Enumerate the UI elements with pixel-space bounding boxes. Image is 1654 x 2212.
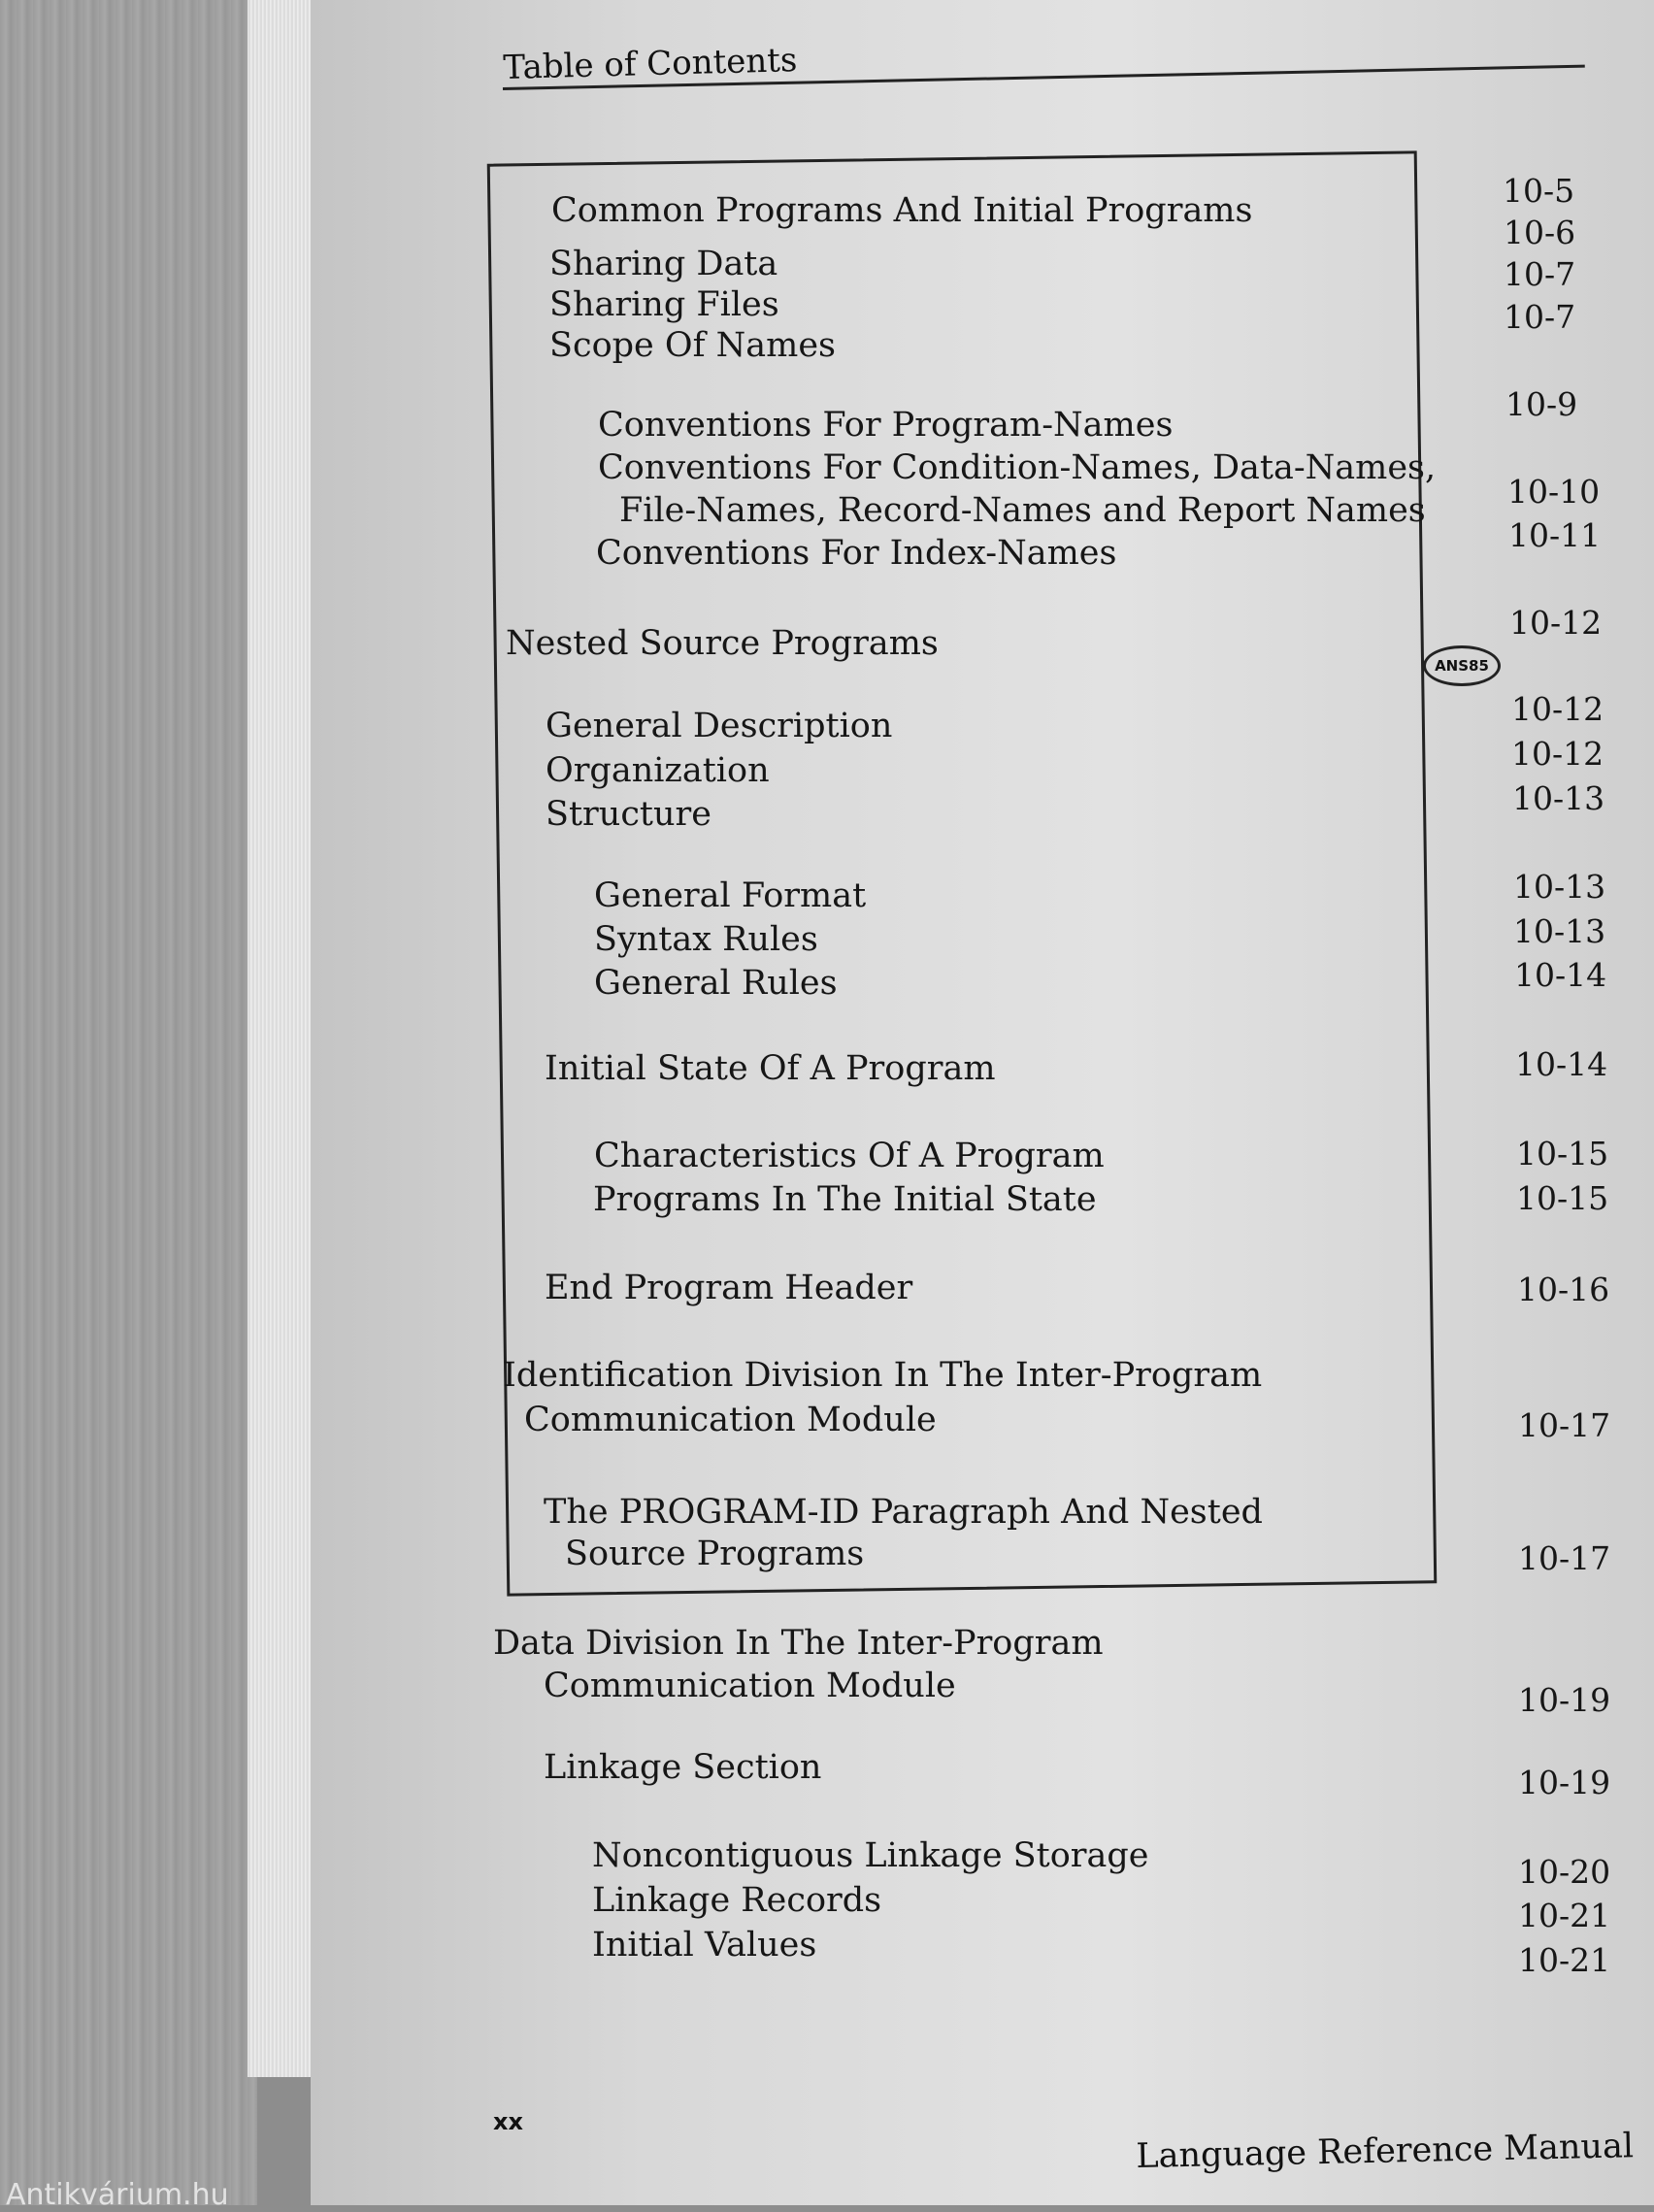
- toc-entry-title: Source Programs: [565, 1535, 865, 1573]
- toc-entry-page: 10-12: [1511, 690, 1604, 728]
- toc-entry-page: 10-19: [1518, 1764, 1611, 1801]
- toc-entry-title: Conventions For Program-Names: [598, 406, 1174, 445]
- toc-entry-title: General Rules: [594, 964, 838, 1003]
- toc-entry-page: 10-7: [1504, 298, 1576, 336]
- toc-entry-page: 10-13: [1513, 868, 1606, 906]
- toc-entry-page: 10-11: [1508, 516, 1602, 554]
- toc-entry-title: Sharing Data: [549, 245, 778, 283]
- page-header-title: Table of Contents: [503, 41, 798, 87]
- toc-entry-title: Linkage Section: [544, 1748, 822, 1787]
- toc-entry-title: Sharing Files: [549, 285, 779, 324]
- toc-entry-title: File-Names, Record-Names and Report Names: [619, 491, 1426, 530]
- background-surface: [0, 0, 257, 2205]
- toc-entry-title: Organization: [546, 751, 770, 790]
- toc-entry-title: Identification Division In The Inter-Program: [503, 1356, 1263, 1395]
- toc-entry-page: 10-14: [1514, 956, 1607, 994]
- toc-entry-title: Data Division In The Inter-Program: [493, 1624, 1104, 1663]
- toc-entry-title: End Program Header: [545, 1269, 913, 1307]
- toc-entry-title: The PROGRAM-ID Paragraph And Nested: [544, 1493, 1263, 1532]
- toc-entry-page: 10-13: [1513, 912, 1606, 950]
- toc-entry-page: 10-7: [1504, 255, 1576, 293]
- toc-entry-page: 10-17: [1518, 1539, 1611, 1577]
- toc-entry-page: 10-17: [1518, 1406, 1611, 1444]
- toc-entry-title: Conventions For Condition-Names, Data-Names,: [598, 448, 1437, 487]
- toc-entry-title: General Description: [546, 707, 893, 745]
- toc-entry-page: 10-9: [1505, 385, 1578, 423]
- page-number: xx: [493, 2108, 523, 2135]
- ans85-badge: ANS85: [1423, 645, 1501, 686]
- toc-entry-title: Initial State Of A Program: [545, 1049, 996, 1088]
- toc-entry-page: 10-6: [1504, 214, 1576, 251]
- toc-entry-title: General Format: [594, 876, 867, 915]
- toc-entry-page: 10-12: [1511, 735, 1604, 773]
- toc-entry-title: Initial Values: [592, 1926, 817, 1964]
- toc-entry-title: Communication Module: [524, 1401, 937, 1439]
- toc-entry-title: Programs In The Initial State: [593, 1180, 1097, 1219]
- toc-entry-page: 10-19: [1518, 1681, 1611, 1719]
- toc-entry-page: 10-21: [1518, 1897, 1611, 1934]
- toc-entry-page: 10-15: [1516, 1179, 1609, 1217]
- watermark: Antikvárium.hu: [6, 2178, 229, 2212]
- toc-entry-title: Characteristics Of A Program: [594, 1137, 1105, 1175]
- toc-entry-page: 10-15: [1516, 1135, 1609, 1172]
- toc-entry-page: 10-16: [1517, 1271, 1610, 1308]
- toc-entry-title: Linkage Records: [592, 1881, 882, 1920]
- toc-entry-title: Syntax Rules: [594, 920, 818, 959]
- toc-entry-page: 10-20: [1518, 1853, 1611, 1891]
- toc-entry-title: Communication Module: [544, 1667, 956, 1705]
- toc-entry-title: Conventions For Index-Names: [596, 534, 1117, 573]
- manual-title: Language Reference Manual: [1136, 2127, 1635, 2176]
- toc-entry-title: Structure: [546, 795, 711, 834]
- toc-entry-title: Scope Of Names: [549, 326, 837, 365]
- toc-entry-page: 10-10: [1507, 473, 1601, 511]
- toc-entry-title: Nested Source Programs: [506, 624, 939, 663]
- toc-entry-page: 10-14: [1515, 1045, 1608, 1083]
- toc-entry-page: 10-12: [1509, 604, 1603, 642]
- toc-entry-page: 10-21: [1518, 1941, 1611, 1979]
- toc-entry-title: Noncontiguous Linkage Storage: [592, 1836, 1149, 1875]
- toc-entry-page: 10-5: [1503, 172, 1575, 210]
- toc-entry-title: Common Programs And Initial Programs: [551, 191, 1253, 230]
- toc-entry-page: 10-13: [1512, 779, 1605, 817]
